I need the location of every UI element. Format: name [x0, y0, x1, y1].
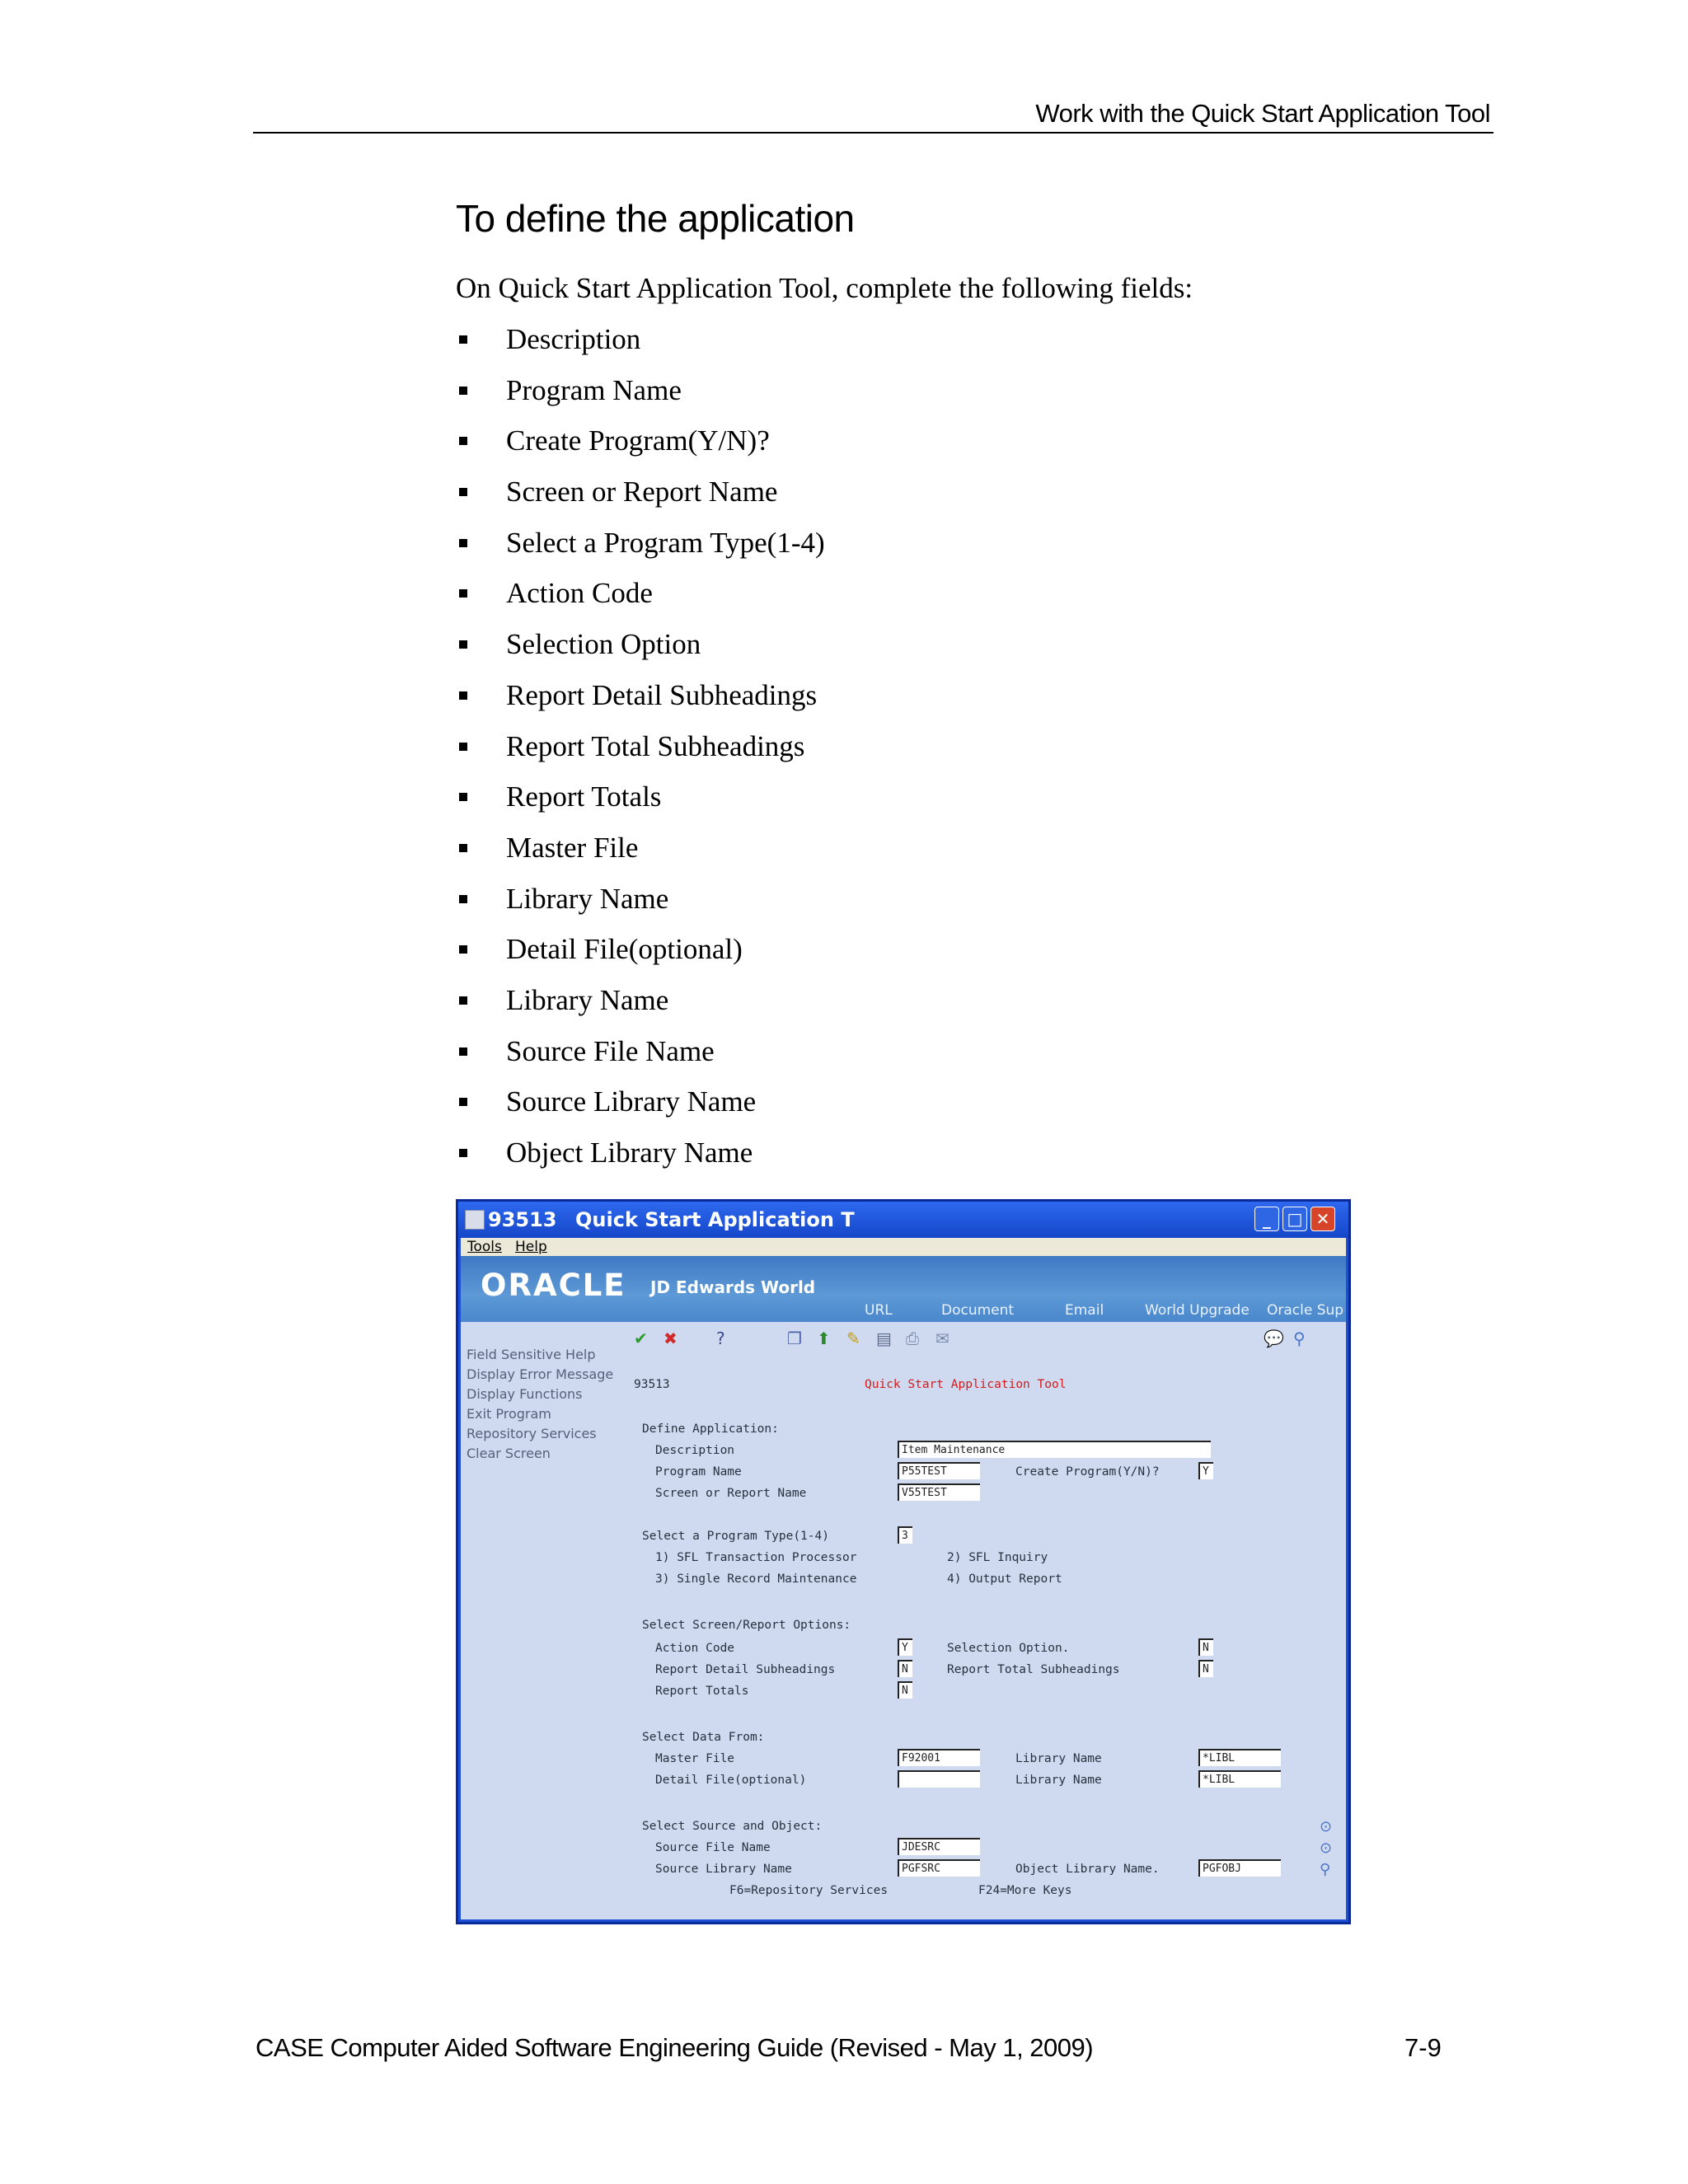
report-total-sub-field[interactable]: N — [1198, 1660, 1213, 1677]
report-totals-label: Report Totals — [655, 1685, 749, 1698]
list-item — [456, 373, 825, 424]
program-type-heading: Select a Program Type(1-4) — [642, 1530, 829, 1543]
bullet-icon — [459, 437, 467, 445]
bullet-icon — [459, 793, 467, 801]
list-item-text: Object Library Name — [506, 1137, 753, 1169]
list-item — [456, 677, 825, 729]
source-file-label: Source File Name — [655, 1841, 771, 1854]
create-program-label: Create Program(Y/N)? — [1015, 1465, 1160, 1479]
list-item — [456, 729, 825, 780]
list-item — [456, 1135, 825, 1186]
list-item-text: Action Code — [506, 577, 653, 610]
product-name: JD Edwards World — [650, 1277, 816, 1297]
master-file-label: Master File — [655, 1752, 735, 1765]
description-field[interactable]: Item Maintenance — [898, 1441, 1211, 1458]
bullet-icon — [459, 743, 467, 751]
list-item — [456, 779, 825, 830]
list-item-text: Report Total Subheadings — [506, 729, 805, 762]
list-item — [456, 1033, 825, 1085]
program-type-1: 1) SFL Transaction Processor — [655, 1551, 857, 1564]
field-list — [456, 321, 825, 1186]
source-library-field[interactable]: PGFSRC — [898, 1859, 980, 1877]
close-icon[interactable]: ✕ — [1311, 1207, 1335, 1231]
library-name-2-field[interactable]: *LIBL — [1198, 1770, 1281, 1788]
menu-help[interactable]: Help — [515, 1239, 547, 1255]
description-label: Description — [655, 1444, 735, 1457]
maximize-icon[interactable]: □ — [1282, 1207, 1307, 1231]
oracle-banner — [461, 1256, 1346, 1322]
bullet-icon — [459, 996, 467, 1005]
mail-icon[interactable]: ✉ — [935, 1329, 950, 1348]
sidebar-item-clear-screen[interactable]: Clear Screen — [467, 1446, 551, 1461]
list-item-text: Report Totals — [506, 780, 662, 813]
source-library-label: Source Library Name — [655, 1863, 792, 1876]
side-arrow-down-icon[interactable]: ⊙ — [1320, 1840, 1333, 1857]
section-title: To define the application — [456, 197, 855, 240]
master-file-field[interactable]: F92001 — [898, 1749, 980, 1766]
quick-start-form — [622, 1353, 1339, 1918]
app-body — [461, 1322, 1346, 1919]
library-name-field[interactable]: *LIBL — [1198, 1749, 1281, 1766]
detail-file-label: Detail File(optional) — [655, 1774, 807, 1787]
minimize-icon[interactable]: _ — [1254, 1207, 1279, 1231]
list-item — [456, 881, 825, 932]
side-search-icon[interactable]: ⚲ — [1320, 1861, 1331, 1878]
check-icon[interactable]: ✔ — [634, 1329, 648, 1348]
sidebar-item-repository-services[interactable]: Repository Services — [467, 1426, 597, 1441]
list-item-text: Create Program(Y/N)? — [506, 424, 770, 457]
page-number: 7-9 — [1404, 2033, 1442, 2062]
bullet-icon — [459, 895, 467, 903]
list-item — [456, 1084, 825, 1135]
function-key-f24[interactable]: F24=More Keys — [978, 1884, 1072, 1897]
list-item-text: Library Name — [506, 983, 669, 1016]
list-item — [456, 423, 825, 474]
oracle-logo: ORACLE — [481, 1268, 626, 1303]
list-item — [456, 626, 825, 677]
nav-document[interactable]: Document — [941, 1302, 1015, 1319]
print-icon[interactable]: ⎙ — [906, 1329, 919, 1348]
list-item-text: Detail File(optional) — [506, 933, 743, 966]
bullet-icon — [459, 1098, 467, 1106]
list-item-text: Selection Option — [506, 628, 701, 661]
bullet-icon — [459, 589, 467, 598]
selection-option-field[interactable]: N — [1198, 1638, 1213, 1656]
program-type-3: 3) Single Record Maintenance — [655, 1572, 857, 1586]
sidebar-item-display-functions[interactable]: Display Functions — [467, 1386, 583, 1402]
object-library-field[interactable]: PGFOBJ — [1198, 1859, 1281, 1877]
page-footer: CASE Computer Aided Software Engineering Guide (Revised - May 1, 2009) — [256, 2033, 1094, 2062]
app-window-screenshot — [456, 1199, 1351, 1924]
menu-tools[interactable]: Tools — [467, 1239, 502, 1255]
window-id: 93513 — [488, 1208, 557, 1231]
list-item-text: Description — [506, 323, 641, 355]
document-icon[interactable]: ▤ — [876, 1329, 892, 1348]
data-heading: Select Data From: — [642, 1731, 765, 1744]
list-item-text: Report Detail Subheadings — [506, 678, 818, 711]
list-item — [456, 830, 825, 881]
screen-report-field[interactable]: V55TEST — [898, 1483, 980, 1501]
bullet-icon — [459, 539, 467, 547]
bullet-icon — [459, 945, 467, 954]
selection-option-label: Selection Option. — [947, 1642, 1070, 1655]
create-program-field[interactable]: Y — [1198, 1462, 1213, 1479]
bullet-icon — [459, 691, 467, 700]
list-item-text: Library Name — [506, 882, 669, 915]
program-name-field[interactable]: P55TEST — [898, 1462, 980, 1479]
report-detail-label: Report Detail Subheadings — [655, 1663, 836, 1676]
program-type-4: 4) Output Report — [947, 1572, 1062, 1586]
list-item-text: Select a Program Type(1-4) — [506, 526, 825, 559]
screen-title: Quick Start Application Tool — [865, 1378, 1067, 1391]
search-icon[interactable]: ⚲ — [1293, 1329, 1306, 1348]
program-type-2: 2) SFL Inquiry — [947, 1551, 1048, 1564]
chat-icon[interactable]: 💬 — [1264, 1329, 1284, 1348]
cancel-icon[interactable]: ✖ — [663, 1329, 678, 1348]
nav-oracle-support[interactable]: Oracle Sup — [1267, 1302, 1344, 1319]
function-key-f6[interactable]: F6=Repository Services — [729, 1884, 889, 1897]
nav-url[interactable]: URL — [865, 1302, 893, 1319]
action-code-label: Action Code — [655, 1642, 735, 1655]
program-type-field[interactable]: 3 — [898, 1526, 912, 1544]
nav-email[interactable]: Email — [1065, 1302, 1104, 1319]
help-icon[interactable]: ? — [716, 1329, 725, 1348]
bullet-icon — [459, 1149, 467, 1157]
window-titlebar — [458, 1202, 1348, 1238]
program-name-label: Program Name — [655, 1465, 742, 1479]
bullet-icon — [459, 335, 467, 344]
list-item — [456, 474, 825, 525]
app-icon — [465, 1210, 485, 1230]
library-name-2-label: Library Name — [1015, 1774, 1102, 1787]
window-title: Quick Start Application T — [575, 1208, 855, 1231]
object-library-label: Object Library Name. — [1015, 1863, 1160, 1876]
bullet-icon — [459, 640, 467, 649]
nav-world-upgrade[interactable]: World Upgrade — [1145, 1302, 1250, 1319]
list-item — [456, 575, 825, 626]
define-heading: Define Application: — [642, 1422, 779, 1436]
copy-icon[interactable]: ❐ — [787, 1329, 802, 1348]
report-total-sub-label: Report Total Subheadings — [947, 1663, 1120, 1676]
detail-file-field[interactable] — [898, 1770, 980, 1788]
options-heading: Select Screen/Report Options: — [642, 1619, 851, 1632]
sidebar-item-field-sensitive-help[interactable]: Field Sensitive Help — [467, 1347, 596, 1362]
bullet-icon — [459, 387, 467, 395]
sidebar — [461, 1322, 622, 1919]
list-item-text: Screen or Report Name — [506, 476, 778, 509]
action-code-field[interactable]: Y — [898, 1638, 912, 1656]
bullet-icon — [459, 488, 467, 496]
sidebar-item-exit-program[interactable]: Exit Program — [467, 1406, 551, 1422]
sidebar-item-display-error-message[interactable]: Display Error Message — [467, 1366, 614, 1382]
list-item — [456, 931, 825, 982]
screen-report-label: Screen or Report Name — [655, 1487, 807, 1500]
bullet-icon — [459, 1047, 467, 1056]
library-name-label: Library Name — [1015, 1752, 1102, 1765]
report-totals-field[interactable]: N — [898, 1681, 912, 1699]
bullet-icon — [459, 844, 467, 852]
menu-bar — [461, 1238, 1346, 1256]
list-item — [456, 982, 825, 1033]
source-file-field[interactable]: JDESRC — [898, 1838, 980, 1855]
list-item-text: Program Name — [506, 373, 682, 406]
up-arrow-icon[interactable]: ⬆ — [817, 1329, 831, 1348]
running-header — [253, 97, 1493, 134]
list-item — [456, 321, 825, 373]
intro-paragraph: On Quick Start Application Tool, complete the following fields: — [456, 272, 1193, 304]
pencil-icon[interactable]: ✎ — [846, 1329, 860, 1348]
source-heading: Select Source and Object: — [642, 1820, 823, 1833]
side-arrow-up-icon[interactable]: ⊙ — [1320, 1818, 1333, 1835]
list-item-text: Source Library Name — [506, 1085, 757, 1118]
screen-number: 93513 — [634, 1378, 670, 1391]
list-item-text: Source File Name — [506, 1034, 715, 1067]
list-item — [456, 525, 825, 576]
report-detail-field[interactable]: N — [898, 1660, 912, 1677]
list-item-text: Master File — [506, 831, 639, 864]
running-header-title: Work with the Quick Start Application Tool — [1035, 99, 1490, 128]
